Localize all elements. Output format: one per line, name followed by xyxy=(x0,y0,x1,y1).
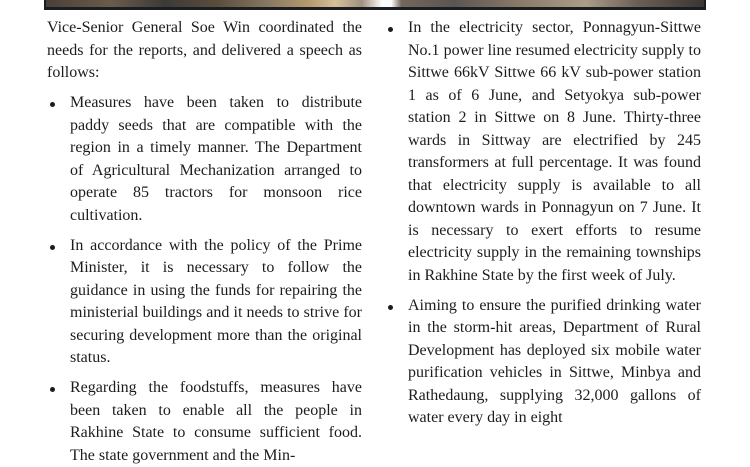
list-item-text: Aiming to ensure the purified drinking water in the storm-hit areas, Department of Rural Development has deployed six mobile water purification vehicles in Sittwe, Minbya and Rathedaung, supplying 32,000 gallons of water every day in eight xyxy=(408,296,701,426)
list-item xyxy=(47,235,362,370)
list-item-text: Regarding the foodstuffs, measures have been taken to enable all the people in Rakhine State to consume sufficient food. The state government and the Min- xyxy=(70,379,362,464)
list-item xyxy=(47,377,362,467)
list-item xyxy=(385,295,701,430)
left-column xyxy=(47,17,362,467)
list-item-text: In the electricity sector, Ponnagyun-Sittwe No.1 power line resumed electricity supply to Sittwe 66kV Sittwe 66 kV sub-power station 1 as of 6 June, and Setyokya sub-power station 2 in Sittwe on 8 June. Thirty-three wards in Sittway are electrified by 245 transformers at full percentage. It was found that electricity supply is available to all downtown wards in Ponnagyun on 7 June. It is necessary to exert efforts to resume electricity supply in the remaining townships in Rakhine State by the first week of July. xyxy=(408,19,701,284)
news-photo xyxy=(44,0,706,10)
intro-paragraph: Vice-Senior General Soe Win coordinated the needs for the reports, and delivered a speech as follows: xyxy=(47,19,362,81)
list-item-text: Measures have been taken to distribute paddy seeds that are compatible with the region in a timely manner. The Department of Agricultural Mechanization arranged to operate 85 tractors for monsoon rice cultivation. xyxy=(70,94,362,224)
right-bullet-list xyxy=(385,17,701,430)
bullet-icon xyxy=(50,387,55,392)
bullet-icon xyxy=(50,102,55,107)
bullet-icon xyxy=(388,27,393,32)
list-item xyxy=(47,92,362,227)
bullet-icon xyxy=(388,305,393,310)
list-item xyxy=(385,17,701,287)
news-photo-image xyxy=(46,0,704,7)
bullet-icon xyxy=(50,245,55,250)
list-item-text: In accordance with the policy of the Prime Minister, it is necessary to follow the guidance in using the funds for repairing the ministerial buildings and it needs to strive for securing development more than the original status. xyxy=(70,236,362,366)
right-column xyxy=(385,17,701,430)
left-bullet-list xyxy=(47,92,362,467)
